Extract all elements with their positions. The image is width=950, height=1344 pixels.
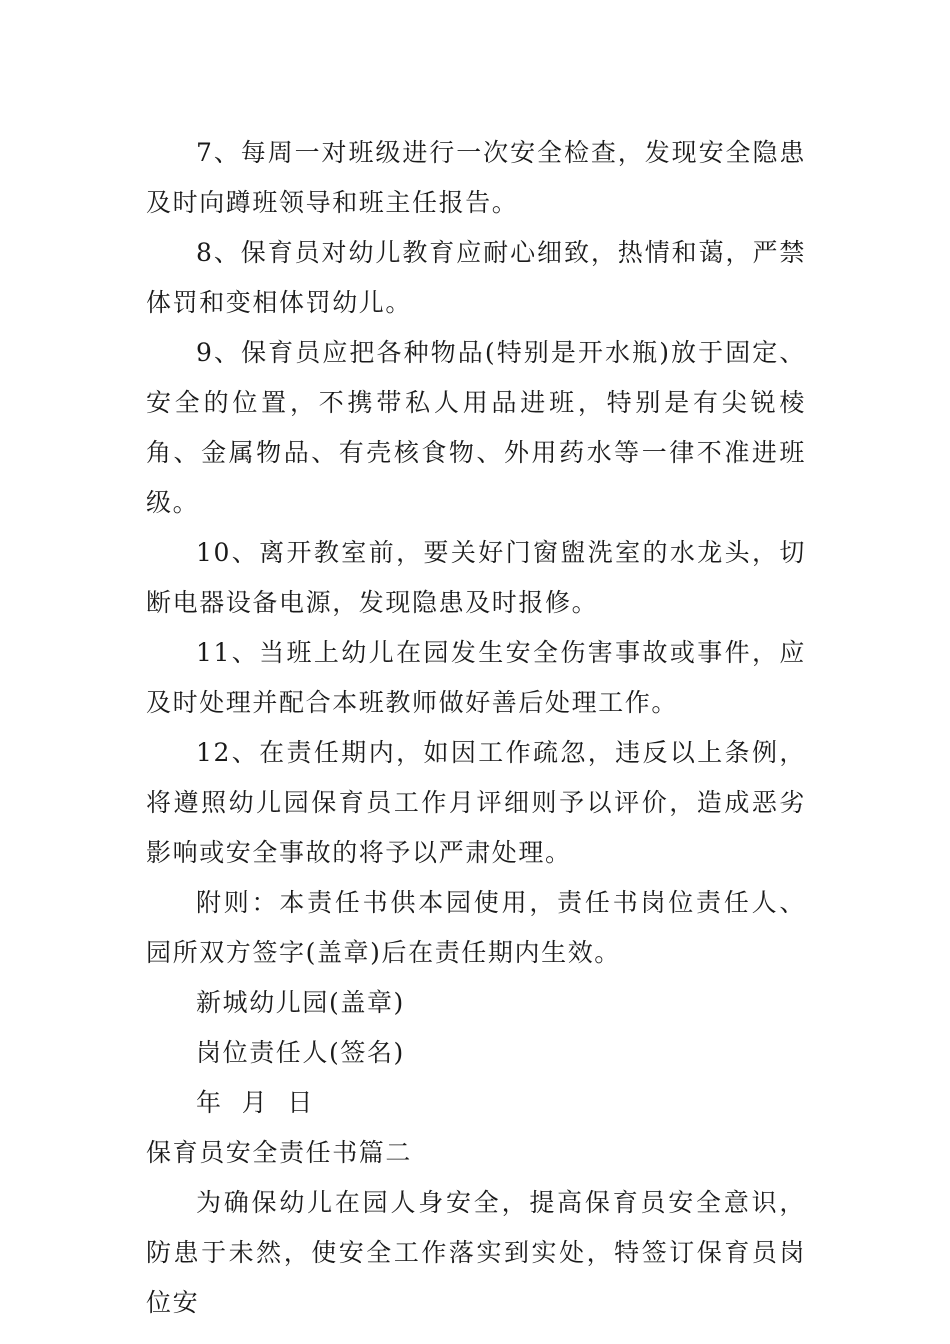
section-intro: 为确保幼儿在园人身安全，提高保育员安全意识，防患于未然，使安全工作落实到实处，特签订保育员岗位安 xyxy=(146,1188,806,1317)
kindergarten-seal-line: 新城幼儿园(盖章) xyxy=(196,988,405,1017)
document-body xyxy=(146,128,806,1328)
clause-12: 12、在责任期内，如因工作疏忽，违反以上条例，将遵照幼儿园保育员工作月评细则予以评价，造成恶劣影响或安全事故的将予以严肃处理。 xyxy=(146,738,806,867)
clause-9: 9、保育员应把各种物品(特别是开水瓶)放于固定、安全的位置，不携带私人用品进班，特别是有尖锐棱角、金属物品、有壳核食物、外用药水等一律不准进班级。 xyxy=(146,338,806,517)
clause-11: 11、当班上幼儿在园发生安全伤害事故或事件，应及时处理并配合本班教师做好善后处理工作。 xyxy=(146,638,806,717)
supplementary-clause: 附则：本责任书供本园使用，责任书岗位责任人、园所双方签字(盖章)后在责任期内生效。 xyxy=(146,888,806,967)
clause-10: 10、离开教室前，要关好门窗盥洗室的水龙头，切断电器设备电源，发现隐患及时报修。 xyxy=(146,538,806,617)
clause-7: 7、每周一对班级进行一次安全检查，发现安全隐患及时向蹲班领导和班主任报告。 xyxy=(146,138,806,217)
responsible-person-signature-line: 岗位责任人(签名) xyxy=(196,1038,405,1067)
clause-8: 8、保育员对幼儿教育应耐心细致，热情和蔼，严禁体罚和变相体罚幼儿。 xyxy=(146,238,806,317)
date-line: 年 月 日 xyxy=(196,1088,314,1117)
section-title: 保育员安全责任书篇二 xyxy=(146,1138,413,1167)
